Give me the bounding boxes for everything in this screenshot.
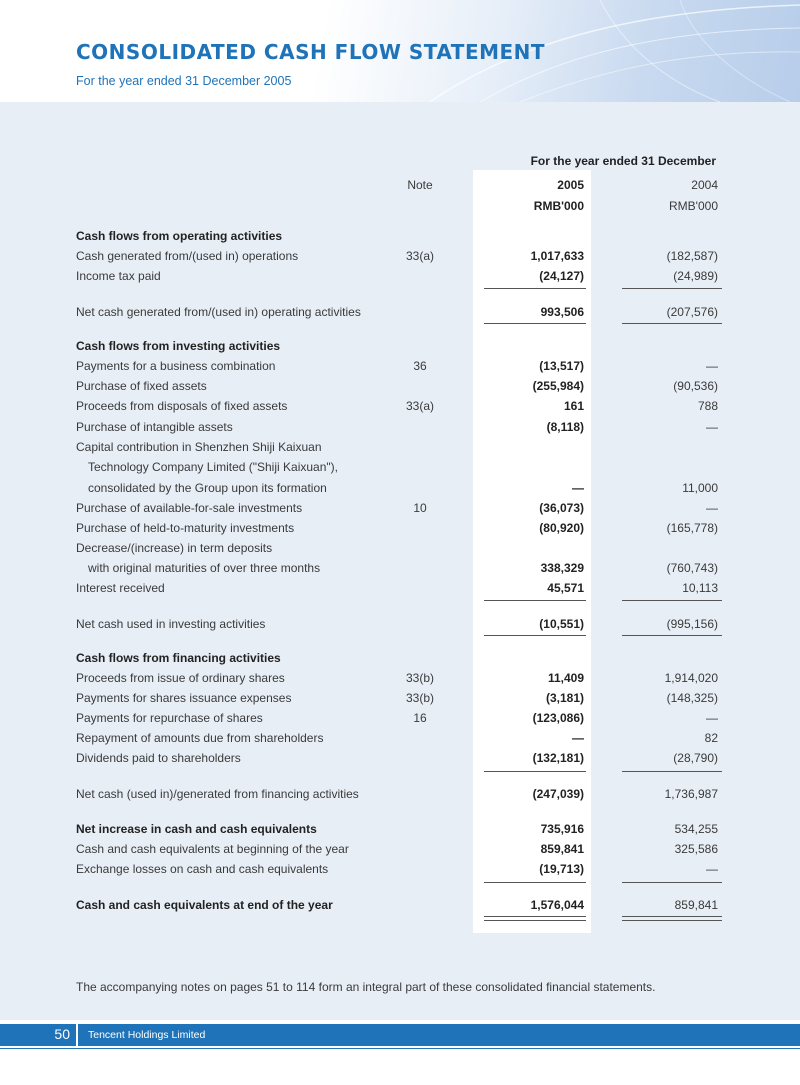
subtotal-rule bbox=[484, 288, 586, 289]
row-label: Decrease/(increase) in term deposits bbox=[76, 541, 273, 555]
row-note: 10 bbox=[413, 501, 427, 515]
total-rule bbox=[622, 635, 722, 636]
row-label: Capital contribution in Shenzhen Shiji Kaixuan bbox=[76, 440, 322, 454]
unit-prior-heading: RMB'000 bbox=[669, 199, 718, 213]
row-value-2004: (28,790) bbox=[673, 751, 718, 765]
row-value-2005: — bbox=[572, 481, 584, 495]
year-prior-heading: 2004 bbox=[691, 178, 718, 192]
row-value-2004: (995,156) bbox=[666, 617, 718, 631]
row-note: 16 bbox=[413, 711, 427, 725]
company-name: Tencent Holdings Limited bbox=[88, 1029, 206, 1041]
subtotal-rule bbox=[622, 600, 722, 601]
row-value-2005: 11,409 bbox=[547, 671, 584, 685]
subtotal-rule bbox=[484, 771, 586, 772]
row-label: Payments for a business combination bbox=[76, 359, 276, 373]
row-label: Dividends paid to shareholders bbox=[76, 751, 241, 765]
row-value-2005: 45,571 bbox=[547, 581, 584, 595]
row-value-2004: (24,989) bbox=[673, 269, 718, 283]
row-value-2004: 11,000 bbox=[682, 481, 718, 495]
row-value-2004: 859,841 bbox=[674, 898, 718, 912]
row-value-2005: 161 bbox=[563, 399, 584, 413]
row-label: Net cash (used in)/generated from financing activities bbox=[76, 787, 359, 801]
row-label: Cash generated from/(used in) operations bbox=[76, 249, 299, 263]
row-value-2004: (182,587) bbox=[666, 249, 718, 263]
row-value-2005: 993,506 bbox=[540, 305, 584, 319]
row-value-2005: (10,551) bbox=[539, 617, 584, 631]
row-label: Cash flows from investing activities bbox=[76, 339, 281, 353]
row-value-2005: 1,017,633 bbox=[530, 249, 584, 263]
row-value-2004: 10,113 bbox=[682, 581, 718, 595]
current-year-column-highlight bbox=[473, 170, 591, 933]
row-value-2004: 788 bbox=[697, 399, 718, 413]
row-value-2005: 735,916 bbox=[540, 822, 584, 836]
row-value-2004: — bbox=[706, 862, 718, 876]
row-label: Cash flows from operating activities bbox=[76, 229, 283, 243]
row-label: Purchase of held-to-maturity investments bbox=[76, 521, 295, 535]
row-value-2004: (165,778) bbox=[666, 521, 718, 535]
row-label: Net cash used in investing activities bbox=[76, 617, 266, 631]
row-value-2004: (760,743) bbox=[666, 561, 718, 575]
double-rule-top bbox=[484, 916, 586, 917]
row-value-2005: 859,841 bbox=[540, 842, 584, 856]
row-note: 33(b) bbox=[405, 691, 434, 705]
row-label: Net cash generated from/(used in) operating activities bbox=[76, 305, 361, 319]
row-label: consolidated by the Group upon its formation bbox=[88, 481, 327, 495]
double-rule-bottom bbox=[484, 920, 586, 921]
row-value-2005: (24,127) bbox=[539, 269, 584, 283]
double-rule-bottom bbox=[622, 920, 722, 921]
row-label: Interest received bbox=[76, 581, 165, 595]
period-heading: For the year ended 31 December bbox=[530, 154, 716, 168]
row-label: Net increase in cash and cash equivalents bbox=[76, 822, 317, 836]
page-subtitle: For the year ended 31 December 2005 bbox=[76, 74, 292, 88]
total-rule bbox=[484, 323, 586, 324]
total-rule bbox=[622, 323, 722, 324]
row-label: Payments for shares issuance expenses bbox=[76, 691, 292, 705]
footer-rule bbox=[0, 1048, 800, 1049]
row-note: 33(a) bbox=[405, 249, 434, 263]
row-label: Technology Company Limited ("Shiji Kaixuan"), bbox=[88, 460, 338, 474]
page-title: CONSOLIDATED CASH FLOW STATEMENT bbox=[76, 40, 546, 64]
row-value-2005: 338,329 bbox=[540, 561, 584, 575]
row-value-2005: (13,517) bbox=[539, 359, 584, 373]
row-value-2005: (132,181) bbox=[532, 751, 584, 765]
footer-separator bbox=[76, 1024, 78, 1046]
row-value-2005: (123,086) bbox=[532, 711, 584, 725]
row-value-2005: (255,984) bbox=[532, 379, 584, 393]
row-label: Purchase of intangible assets bbox=[76, 420, 233, 434]
row-value-2004: 534,255 bbox=[674, 822, 718, 836]
row-note: 33(a) bbox=[405, 399, 434, 413]
row-value-2004: (148,325) bbox=[666, 691, 718, 705]
row-label: Purchase of available-for-sale investments bbox=[76, 501, 303, 515]
row-label: with original maturities of over three months bbox=[88, 561, 321, 575]
subtotal-rule bbox=[484, 600, 586, 601]
row-label: Exchange losses on cash and cash equivalents bbox=[76, 862, 329, 876]
row-note: 36 bbox=[413, 359, 427, 373]
row-value-2005: — bbox=[572, 731, 584, 745]
row-note: 33(b) bbox=[405, 671, 434, 685]
row-value-2004: 325,586 bbox=[674, 842, 718, 856]
unit-current-heading: RMB'000 bbox=[533, 199, 584, 213]
row-label: Cash and cash equivalents at end of the year bbox=[76, 898, 333, 912]
row-value-2005: (36,073) bbox=[539, 501, 584, 515]
subtotal-rule bbox=[484, 882, 586, 883]
row-label: Income tax paid bbox=[76, 269, 161, 283]
row-value-2004: — bbox=[706, 420, 718, 434]
row-value-2005: (8,118) bbox=[546, 420, 584, 434]
row-value-2004: — bbox=[706, 501, 718, 515]
row-value-2005: (19,713) bbox=[539, 862, 584, 876]
row-value-2005: 1,576,044 bbox=[530, 898, 584, 912]
row-value-2004: — bbox=[706, 359, 718, 373]
subtotal-rule bbox=[622, 771, 722, 772]
note-column-heading: Note bbox=[407, 178, 433, 192]
row-value-2005: (3,181) bbox=[545, 691, 584, 705]
total-rule bbox=[484, 635, 586, 636]
row-label: Payments for repurchase of shares bbox=[76, 711, 263, 725]
row-value-2004: (207,576) bbox=[666, 305, 718, 319]
row-label: Proceeds from issue of ordinary shares bbox=[76, 671, 285, 685]
subtotal-rule bbox=[622, 882, 722, 883]
year-current-heading: 2005 bbox=[557, 178, 584, 192]
subtotal-rule bbox=[622, 288, 722, 289]
footnote: The accompanying notes on pages 51 to 114 form an integral part of these consolidated financial statements. bbox=[76, 980, 656, 994]
row-value-2004: 82 bbox=[704, 731, 718, 745]
row-label: Cash and cash equivalents at beginning of the year bbox=[76, 842, 349, 856]
page-number: 50 bbox=[54, 1026, 70, 1042]
row-value-2004: (90,536) bbox=[673, 379, 718, 393]
row-value-2004: — bbox=[706, 711, 718, 725]
double-rule-top bbox=[622, 916, 722, 917]
row-value-2004: 1,736,987 bbox=[664, 787, 718, 801]
row-label: Cash flows from financing activities bbox=[76, 651, 281, 665]
row-value-2005: (247,039) bbox=[532, 787, 584, 801]
row-value-2004: 1,914,020 bbox=[664, 671, 718, 685]
row-value-2005: (80,920) bbox=[539, 521, 584, 535]
row-label: Proceeds from disposals of fixed assets bbox=[76, 399, 288, 413]
row-label: Repayment of amounts due from shareholders bbox=[76, 731, 324, 745]
row-label: Purchase of fixed assets bbox=[76, 379, 207, 393]
